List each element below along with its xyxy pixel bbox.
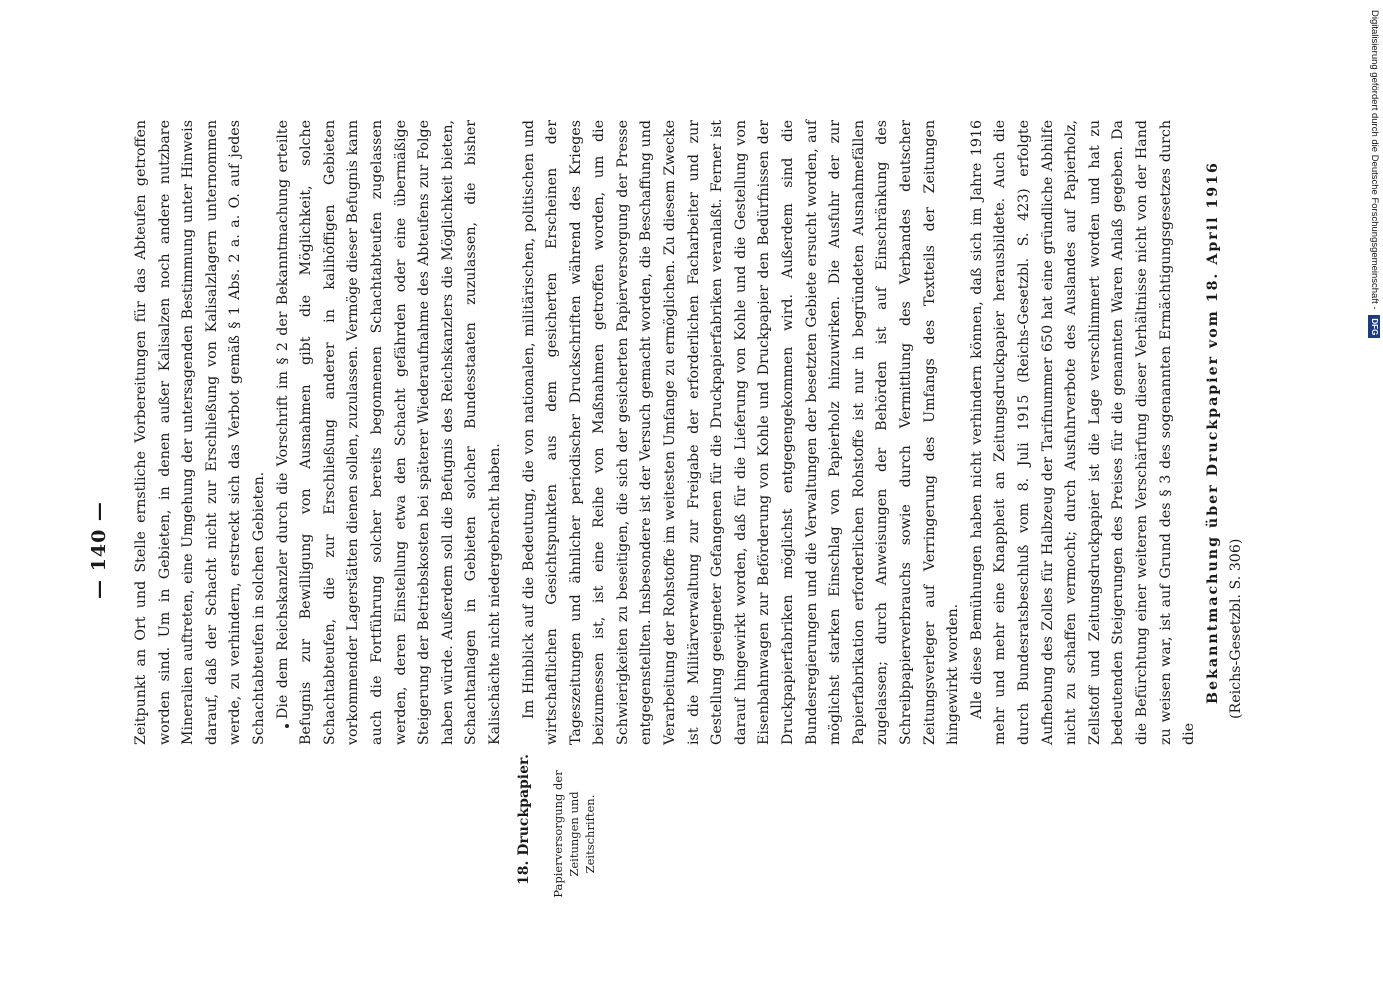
digitization-note bbox=[1365, 10, 1383, 990]
decree-line: Bekanntmachung über Druckpapier vom 18. April 1916 bbox=[1204, 161, 1221, 704]
body-text bbox=[130, 120, 1249, 745]
paragraph-2: Die dem Reichskanzler durch die Vorschrift im § 2 der Bekanntmachung erteilte Befugnis zur Bewilligung von Ausnahmen gibt die Möglichkeit, solche Schachtabteufen, die zur Erschließung anderer in kalihöffigen Gebieten vorkommender Lagerstätten dienen sollen, zuzulassen. Vermöge dieser Befugnis kann auch die Fortführung solcher bereits begonnenen Schachtabteufen zugelassen werden, deren Einstellung etwa den Schacht gefährden oder eine übermäßige Steigerung der Betriebskosten bei späterer Wiederaufnahme des Abteufens zur Folge haben würde. Außerdem soll die Befugnis des Reichskanzlers die Möglichkeit bieten, Schachtanlagen in Gebieten solcher Bundesstaaten zuzulassen, die bisher Kalischächte nicht niedergebracht haben. bbox=[274, 120, 503, 745]
page-number: — 140 — bbox=[88, 501, 110, 599]
digitization-strip bbox=[1365, 10, 1383, 990]
paragraph-4: Alle diese Bemühungen haben nicht verhindern können, daß sich im Jahre 1916 mehr und mehr eine Knappheit an Zeitungsdruckpapier herausbildete. Auch die durch Bundesratsbeschluß vom 8. Juli 1915 (Reichs-Gesetzbl. S. 423) erfolgte Aufhebung des Zolles für Halbzeug der Tarifnummer 650 hat eine gründliche Abhilfe nicht zu schaffen vermocht; durch Ausfuhrverbote des Auslandes auf Papierholz, Zellstoff und Zeitungsdruckpapier ist die Lage verschlimmert worden und hat zu bedeutenden Steigerungen des Preises für die genannten Waren Anlaß gegeben. Da die Befürchtung einer weiteren Verschärfung dieser Verhältnisse nicht von der Hand zu weisen war, ist auf Grund des § 3 des sogenannten Ermächtigungsgesetzes durch die bbox=[968, 120, 1198, 745]
rotated-page bbox=[0, 100, 1383, 1000]
paragraph-3: Im Hinblick auf die Bedeutung, die von nationalen, militärischen, politischen und wirtschaftlichen Gesichtspunkten aus dem gesicherten Erscheinen der Tageszeitungen und ähnlicher periodischer Druckschriften während des Krieges beizumessen ist, ist eine Reihe von Maßnahmen getroffen worden, um die Schwierigkeiten zu beseitigen, die sich der gesicherten Papierversorgung der Presse entgegenstellten. Insbesondere ist der Versuch gemacht worden, die Beschaffung und Verarbeitung der Rohstoffe im weitesten Umfange zu ermöglichen. Zu diesem Zwecke ist die Militärverwaltung zur Freigabe der erforderlichen Facharbeiter und zur Gestellung geeigneter Gefangenen für die Druckpapierfabriken veranlaßt. Ferner ist darauf hingewirkt worden, daß für die Lieferung von Kohle und die Gestellung von Eisenbahnwagen zur Beförderung von Kohle und Druckpapier den Bedürfnissen der Druckpapierfabriken möglichst entgegengekommen wird. Außerdem sind die Bundesregierungen und die Verwaltungen der besetzten Gebiete ersucht worden, auf möglichst starken Einschlag von Papierholz hinzuwirken. Die Ausfuhr der zur Papierfabrikation erforderlichen Rohstoffe ist nur in begründeten Ausnahmefällen zugelassen; durch Anweisungen der Behörden ist auf Einschränkung des Schreibpapierverbrauchs sowie durch Vermittlung des Verbandes deutscher Zeitungsverleger auf Verringerung des Umfangs des Textteils der Zeitungen hingewirkt worden. bbox=[520, 120, 962, 745]
paragraph-1: Zeitpunkt an Ort und Stelle ernstliche Vorbereitungen für das Abteufen getroffen worden sind. Um in Gebieten, in denen außer Kalisalzen noch andere nutzbare Mineralien auftreten, eine Umgehung der untersagenden Bestimmung unter Hinweis darauf, daß der Schacht nicht zur Erschließung von Kalisalzlagern unternommen werde, zu verhindern, erstreckt sich das Verbot gemäß § 1 Abs. 2 a. a. O. auf jedes Schachtabteufen in solchen Gebieten. bbox=[133, 120, 267, 745]
margin-note: Papierversorgung der Zeitungen und Zeitschriften. bbox=[551, 770, 597, 898]
section-title: 18. Druckpapier. bbox=[516, 754, 532, 885]
decree-reference: (Reichs-Gesetzbl. S. 306) bbox=[1228, 538, 1245, 719]
digitization-note-text: Digitalisierung gefördert durch die Deutsche Forschungsgemeinschaft - bbox=[1369, 10, 1380, 310]
dfg-logo: DFG bbox=[1368, 315, 1380, 338]
